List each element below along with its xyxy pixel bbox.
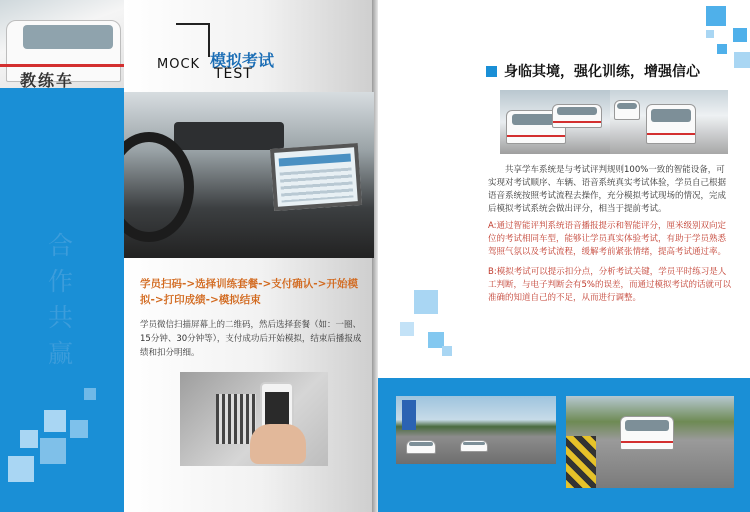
process-steps: 学员扫码->选择训练套餐->支付确认->开始模拟->打印成绩->模拟结束 — [140, 278, 358, 306]
intro-paragraph: 共享学车系统是与考试评判规则100%一致的智能设备，可实现对考试顺序、车辆、语音系统真实考试体验，学员自己根据语音系统按照考试流程去操作，充分模拟考试现场的情况，完成后模拟考试系统会做出评分，相当于提前考试。 — [488, 165, 727, 214]
deco-square — [706, 6, 726, 26]
test-field-photo — [396, 396, 556, 464]
sign-board-icon — [402, 400, 416, 430]
test-label: TEST — [214, 66, 253, 82]
training-cars-photo — [500, 90, 610, 154]
deco-square — [717, 44, 727, 54]
training-car-front-photo — [610, 90, 728, 154]
mock-label: MOCK — [157, 57, 201, 72]
right-heading: 身临其境，强化训练，增强信心 — [504, 64, 700, 80]
deco-square — [70, 420, 88, 438]
qr-scan-photo — [180, 372, 328, 466]
deco-square — [734, 52, 750, 68]
page-title: 模拟考试 — [210, 51, 275, 70]
deco-square — [84, 388, 96, 400]
car-sign-text: 教练车 — [20, 71, 75, 88]
deco-square — [414, 290, 438, 314]
point-b-paragraph: B:模拟考试可以提示扣分点，分析考试关键，学员平时练习是人工判断，与电子判断会有5%的误差，而通过模拟考试的话就可以准确的知道自己的不足，从而进行调整。 — [488, 267, 731, 303]
deco-square — [20, 430, 38, 448]
qr-code-icon — [216, 394, 256, 444]
deco-square — [706, 30, 714, 38]
training-car-photo — [0, 0, 124, 88]
vertical-slogan: 合作共赢 — [48, 231, 74, 368]
deco-square — [40, 438, 66, 464]
deco-square — [442, 346, 452, 356]
point-a-paragraph: A:通过智能评判系统语音播报提示和智能评分，厘米级别双向定位的考试相同车型，能够让学员真实体验考试，有助于学员熟悉驾照气氛以及考试流程，缓解考前紧张情绪，提高考试通过率。 — [488, 221, 727, 257]
process-description: 学员微信扫描屏幕上的二维码，然后选择套餐（如：一圈、15分钟、30分钟等），支付成功后开始模拟，结束后播报成绩和扣分明细。 — [140, 320, 362, 358]
heading-bullet — [486, 66, 497, 77]
test-course-photo — [566, 396, 734, 488]
deco-square — [733, 28, 747, 42]
deco-square — [400, 322, 414, 336]
deco-square — [44, 410, 66, 432]
simulator-screen — [270, 143, 362, 211]
title-corner-line — [176, 23, 210, 57]
deco-square — [8, 456, 34, 482]
car-interior-photo — [124, 92, 374, 258]
